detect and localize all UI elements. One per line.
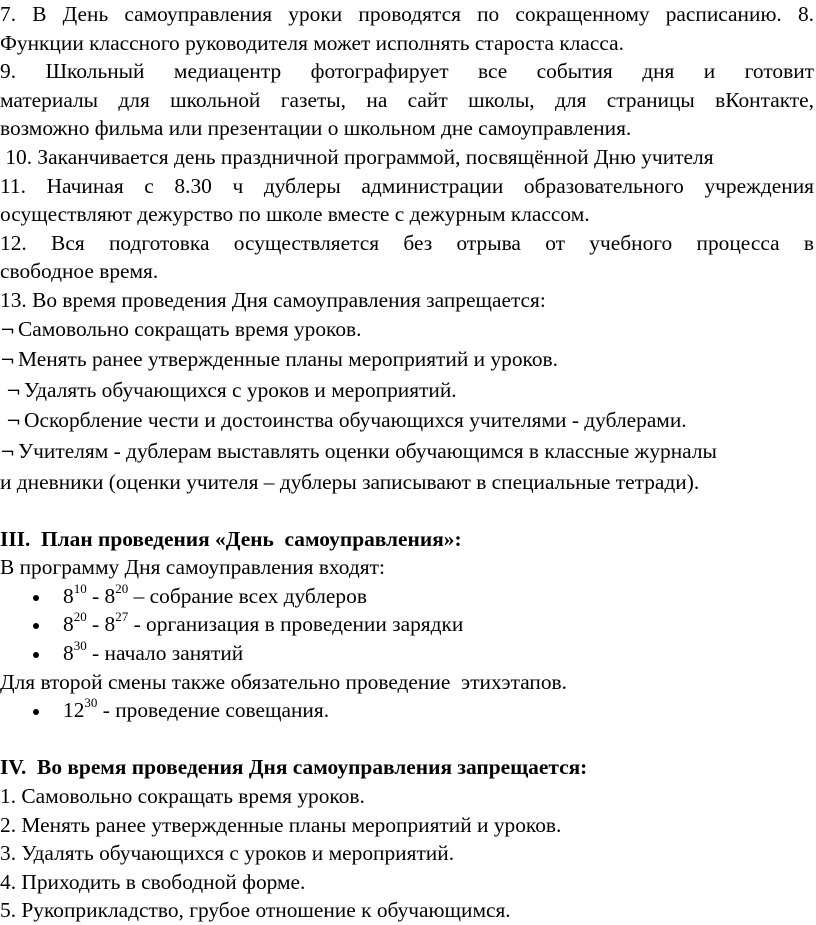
rule-12-line-2: свободное время. [0,259,159,284]
spacer [0,496,814,525]
prohibition-continuation: и дневники (оценки учителя – дублеры записывают в специальные тетради). [0,469,700,494]
section-4-item: 1. Самовольно сокращать время уроков. [0,784,365,809]
negation-icon: ¬ [0,319,16,341]
negation-icon: ¬ [0,441,16,463]
rule-12-line-1: 12. Вся подготовка осуществляется без отрыва от учебного процесса в [0,230,814,255]
rule-9-line-3: возможно фильма или презентации о школьном дне самоуправления. [0,116,632,141]
prohibition-item [0,315,814,346]
prohibition-text: Самовольно сокращать время уроков. [18,316,362,341]
rule-7-line-2: Функции классного руководителя может исполнять староста класса. [0,30,624,55]
schedule-list [0,582,814,668]
rule-13-title: 13. Во время проведения Дня самоуправления запрещается: [0,287,546,312]
bullet-icon [33,595,39,601]
rule-7-line-1: 7. В День самоуправления уроки проводятся по сокращенному расписанию. 8. [0,2,814,26]
rule-11-line-2: осуществляют дежурство по школе вместе с дежурным классом. [0,202,590,227]
prohibition-text: Оскорбление чести и достоинства обучающихся учителями - дублерами. [24,408,687,433]
second-shift-list [0,696,814,725]
rule-9-line-1: 9. Школьный медиацентр фотографирует все события дня и готовит [0,59,814,84]
bullet-icon [33,623,39,629]
schedule-item: $8^{20} - 8^{27}$ - организация в проведении зарядки [0,610,814,639]
negation-icon: ¬ [6,380,22,402]
prohibition-item [0,345,814,376]
section-3-heading: III. План проведения «День самоуправления»: [0,526,462,551]
bullet-icon [33,652,39,658]
prohibition-text: Менять ранее утвержденные планы мероприятий и уроков. [18,347,558,372]
section-4-item: 5. Рукоприкладство, грубое отношение к обучающимся. [0,898,511,923]
section-4-item: 2. Менять ранее утвержденные планы мероприятий и уроков. [0,812,562,837]
schedule-item: $8^{30}$ - начало занятий [0,639,814,668]
prohibition-item [0,376,814,407]
schedule-item: $12^{30}$ - проведение совещания. [0,696,814,725]
prohibition-item [0,406,814,437]
prohibition-item [0,437,814,468]
section-3-intro: В программу Дня самоуправления входят: [0,555,385,580]
prohibition-text: Удалять обучающихся с уроков и мероприятий. [24,377,457,402]
spacer [0,725,814,754]
section-4-item: 3. Удалять обучающихся с уроков и мероприятий. [0,841,455,866]
section-4-item: 4. Приходить в свободной форме. [0,869,306,894]
second-shift-note: Для второй смены также обязательно проведение этихэтапов. [0,669,567,694]
bullet-icon [33,709,39,715]
negation-icon: ¬ [0,350,16,372]
schedule-item: $8^{10} - 8^{20}$ – собрание всех дублеров [0,582,814,611]
prohibition-text: Учителям - дублерам выставлять оценки обучающимся в классные журналы [18,438,717,463]
section-4-heading: IV. Во время проведения Дня самоуправления запрещается: [0,755,588,780]
rule-10: 10. Заканчивается день праздничной программой, посвящённой Дню учителя [0,144,714,169]
rule-11-line-1: 11. Начиная с 8.30 ч дублеры администрации образовательного учреждения [0,173,814,198]
rule-9-line-2: материалы для школьной газеты, на сайт школы, для страницы вКонтакте, [0,87,814,112]
negation-icon: ¬ [6,411,22,433]
